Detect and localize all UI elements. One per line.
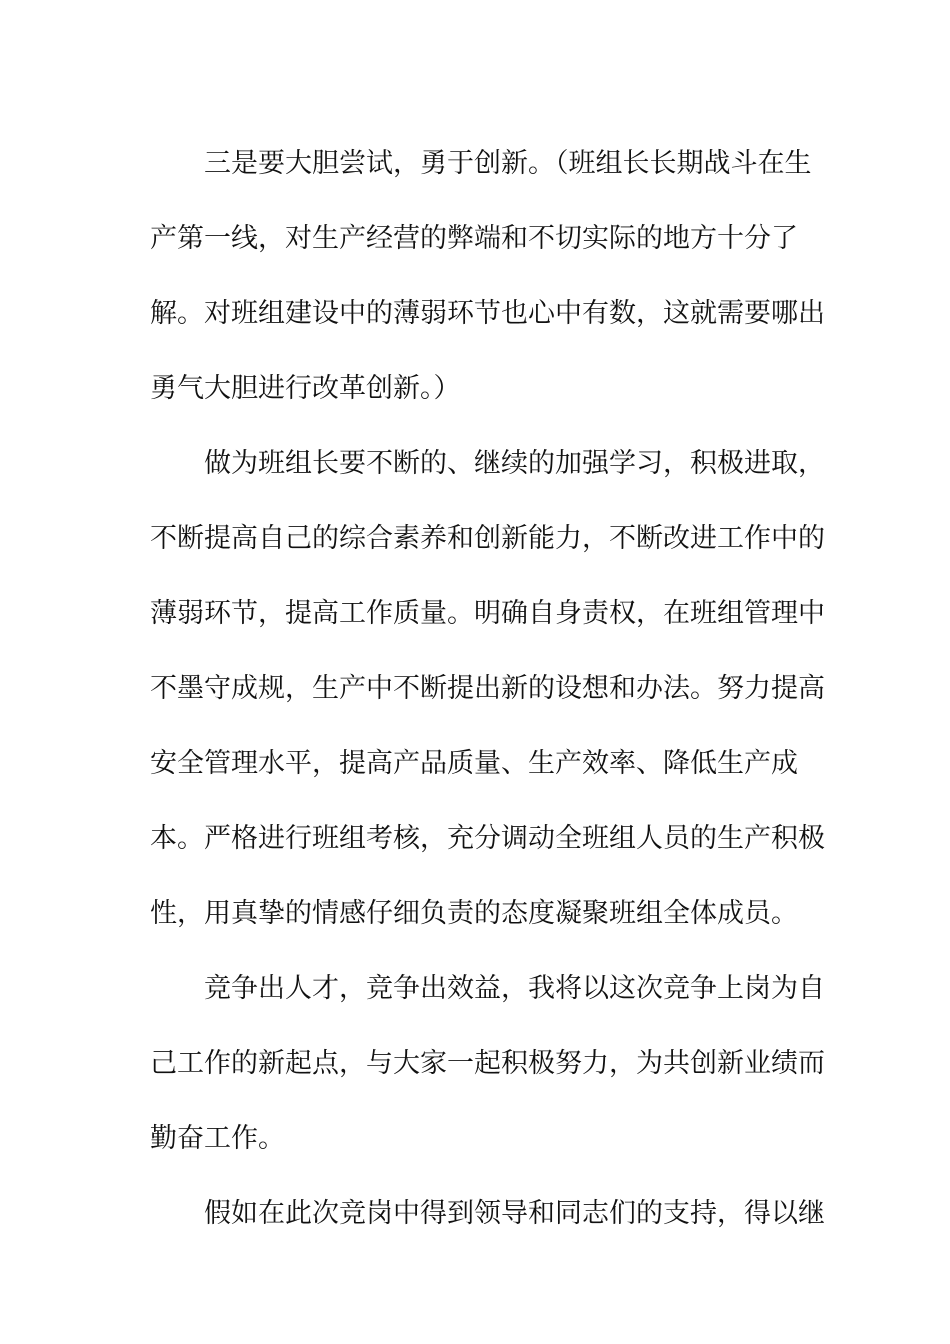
text-line: 不墨守成规，生产中不断提出新的设想和办法。努力提高 [150, 673, 825, 704]
text-line: 勤奋工作。 [150, 1123, 285, 1154]
text-line: 产第一线，对生产经营的弊端和不切实际的地方十分了 [150, 223, 798, 254]
text-line: 性，用真挚的情感仔细负责的态度凝聚班组全体成员。 [150, 898, 798, 929]
paragraph [150, 126, 825, 426]
paragraph [150, 426, 825, 951]
text-line: 解。对班组建设中的薄弱环节也心中有数，这就需要哪出 [150, 298, 825, 329]
text-line: 做为班组长要不断的、继续的加强学习，积极进取， [204, 448, 825, 479]
paragraph [150, 951, 825, 1176]
text-line: 不断提高自己的综合素养和创新能力，不断改进工作中的 [150, 523, 825, 554]
text-line: 勇气大胆进行改革创新。） [150, 373, 461, 404]
text-line: 假如在此次竞岗中得到领导和同志们的支持，得以继 [204, 1198, 825, 1229]
text-line: 安全管理水平，提高产品质量、生产效率、降低生产成 [150, 748, 798, 779]
text-line: 本。严格进行班组考核，充分调动全班组人员的生产积极 [150, 823, 825, 854]
text-line: 竞争出人才，竞争出效益，我将以这次竞争上岗为自 [204, 973, 825, 1004]
paragraph [150, 1176, 825, 1251]
text-line: 三是要大胆尝试，勇于创新。（班组长长期战斗在生 [204, 148, 812, 179]
text-line: 己工作的新起点，与大家一起积极努力，为共创新业绩而 [150, 1048, 825, 1079]
document-body [150, 126, 825, 1251]
text-line: 薄弱环节，提高工作质量。明确自身责权，在班组管理中 [150, 598, 825, 629]
